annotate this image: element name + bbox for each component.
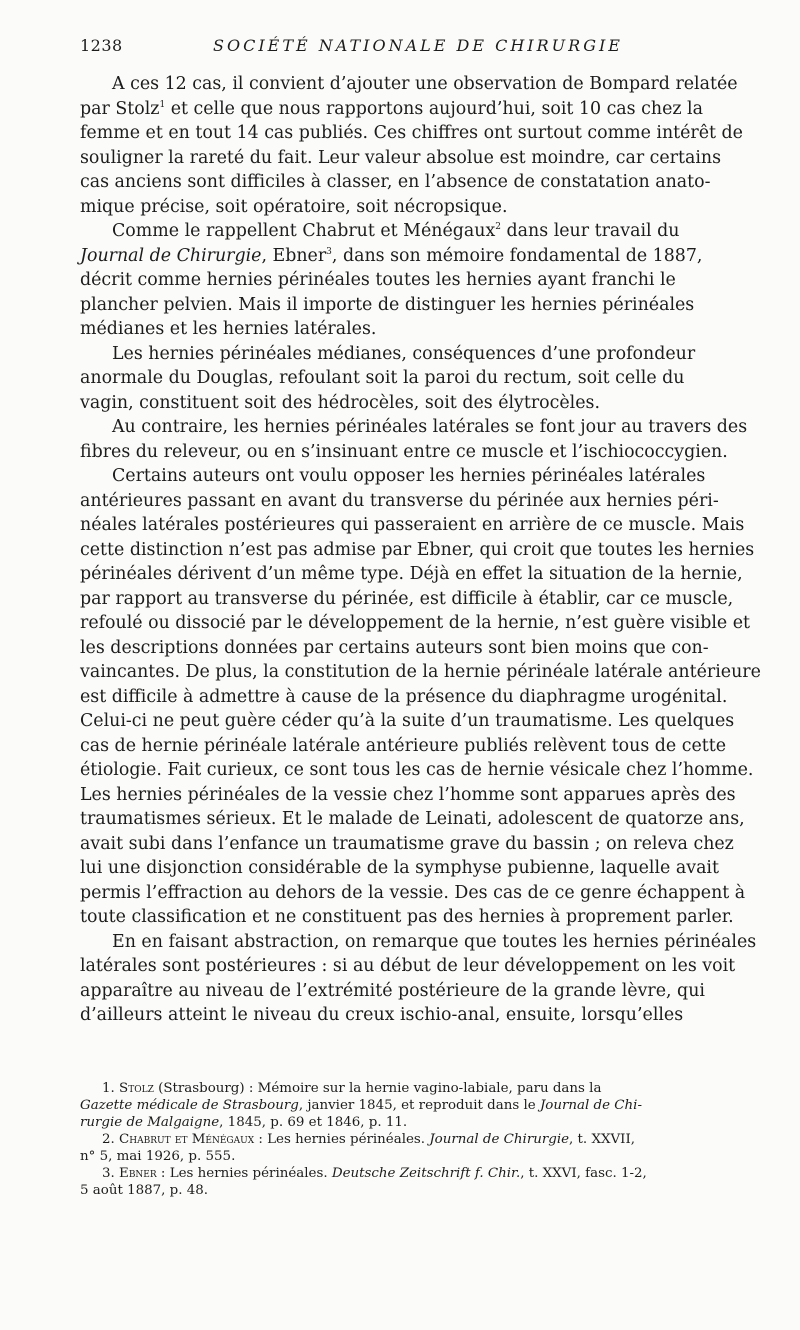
footnote-author: Chabrut et Ménégaux [119,1132,255,1147]
text-line: toute classification et ne constituent pas des hernies à proprement parler. [80,907,734,927]
page-number: 1238 [80,36,123,55]
text-line: traumatismes sérieux. Et le malade de Leinati, adolescent de quatorze ans, [80,809,745,829]
text-line: fibres du releveur, ou en s’insinuant entre ce muscle et l’ischiococcygien. [80,441,728,462]
text-line: antérieures passant en avant du transverse du périnée aux hernies péri- [80,490,719,511]
text-line: permis l’effraction au dehors de la vessie. Des cas de ce genre échappent à [80,882,746,903]
text-line: Certains auteurs ont voulu opposer les hernies périnéales latérales [112,466,706,486]
paragraph-6 [80,930,756,1028]
paragraph-3 [80,342,756,416]
footnote-line: 3. Ebner : Les hernies périnéales. Deutsche Zeitschrift f. Chir., t. XXVI, fasc. 1-2, [102,1166,647,1181]
text-line: refoulé ou dissocié par le développement de la hernie, n’est guère visible et [80,613,750,633]
text-line: avait subi dans l’enfance un traumatisme grave du bassin ; on releva chez [80,833,734,854]
paragraph-1 [80,72,756,219]
text-line: par Stolz$^1$ et celle que nous rapportons aujourd’hui, soit 10 cas chez la [80,98,703,119]
paragraph-5 [80,464,761,930]
text-line: Comme le rappellent Chabrut et Ménégaux$^2$ dans leur travail du [112,221,680,241]
footnote-line: Gazette médicale de Strasbourg, janvier 1845, et reproduit dans le Journal de Chi- [80,1098,642,1113]
text-line: cas anciens sont difficiles à classer, en l’absence de constatation anato- [80,172,711,192]
text-line: néales latérales postérieures qui passeraient en arrière de ce muscle. Mais [80,515,745,535]
text-line: apparaître au niveau de l’extrémité postérieure de la grande lèvre, qui [80,980,705,1001]
text-line: les descriptions données par certains auteurs sont bien moins que con- [80,637,709,658]
text-line: décrit comme hernies périnéales toutes les hernies ayant franchi le [80,270,676,290]
text-line: souligner la rareté du fait. Leur valeur absolue est moindre, car certains [80,147,722,168]
text-line: périnéales dérivent d’un même type. Déjà en effet la situation de la hernie, [80,564,743,584]
text-line: plancher pelvien. Mais il importe de distinguer les hernies périnéales [80,294,695,315]
text-line: étiologie. Fait curieux, ce sont tous les cas de hernie vésicale chez l’homme. [80,760,754,780]
text-line: femme et en tout 14 cas publiés. Ces chiffres ont surtout comme intérêt de [80,123,743,143]
text-line: par rapport au transverse du périnée, est difficile à établir, car ce muscle, [80,588,734,609]
text-line: mique précise, soit opératoire, soit nécropsique. [80,196,508,217]
footnote-author: Stolz [119,1081,154,1096]
paragraph-4 [80,415,756,464]
text-line: En en faisant abstraction, on remarque que toutes les hernies périnéales [112,931,757,952]
footnote-author: Ebner [119,1166,157,1181]
text-line: vaincantes. De plus, la constitution de la hernie périnéale latérale antérieure [80,662,761,682]
footnote-line: rurgie de Malgaigne, 1845, p. 69 et 1846, p. 11. [80,1115,408,1130]
text-line: anormale du Douglas, refoulant soit la paroi du rectum, soit celle du [80,368,685,388]
footnote-3 [80,1165,756,1199]
text-line: cette distinction n’est pas admise par Ebner, qui croit que toutes les hernies [80,539,755,560]
body-text [80,72,761,1028]
text-line: Les hernies périnéales médianes, conséquences d’une profondeur [112,343,696,364]
footnote-2 [80,1131,756,1165]
text-line: Journal de Chirurgie, Ebner$^3$, dans son mémoire fondamental de 1887, [80,245,703,266]
text-line: Celui-ci ne peut guère céder qu’à la suite d’un traumatisme. Les quelques [80,711,735,731]
paragraph-2 [80,219,756,342]
text-line: A ces 12 cas, il convient d’ajouter une observation de Bompard relatée [112,74,738,94]
text-line: Les hernies périnéales de la vessie chez l’homme sont apparues après des [80,784,736,805]
text-line: d’ailleurs atteint le niveau du creux ischio-anal, ensuite, lorsqu’elles [80,1005,684,1025]
page-header [80,32,756,60]
footnote-ref-3[interactable]: 3 [326,246,332,257]
footnote-ref-2[interactable]: 2 [495,222,502,233]
footnote-1 [80,1080,756,1131]
text-line: médianes et les hernies latérales. [80,319,377,339]
text-line: latérales sont postérieures : si au début de leur développement on les voit [80,956,736,976]
text-line: est difficile à admettre à cause de la présence du diaphragme urogénital. [80,686,728,707]
footnote-line: n° 5, mai 1926, p. 555. [80,1149,236,1164]
text-line: lui une disjonction considérable de la symphyse pubienne, laquelle avait [80,858,719,878]
footnote-ref-1[interactable]: 1 [159,99,166,110]
footnotes [80,1080,756,1199]
text-line: cas de hernie périnéale latérale antérieure publiés relèvent tous de cette [80,735,727,756]
footnote-line: 5 août 1887, p. 48. [80,1183,209,1198]
text-line: Au contraire, les hernies périnéales latérales se font jour au travers des [112,417,748,437]
footnote-line: 1. Stolz (Strasbourg) : Mémoire sur la hernie vagino-labiale, paru dans la [102,1081,602,1096]
text-line: vagin, constituent soit des hédrocèles, soit des élytrocèles. [80,392,600,413]
running-title: SOCIÉTÉ NATIONALE DE CHIRURGIE [213,36,623,55]
footnote-line: 2. Chabrut et Ménégaux : Les hernies périnéales. Journal de Chirurgie, t. XXVII, [102,1132,636,1147]
